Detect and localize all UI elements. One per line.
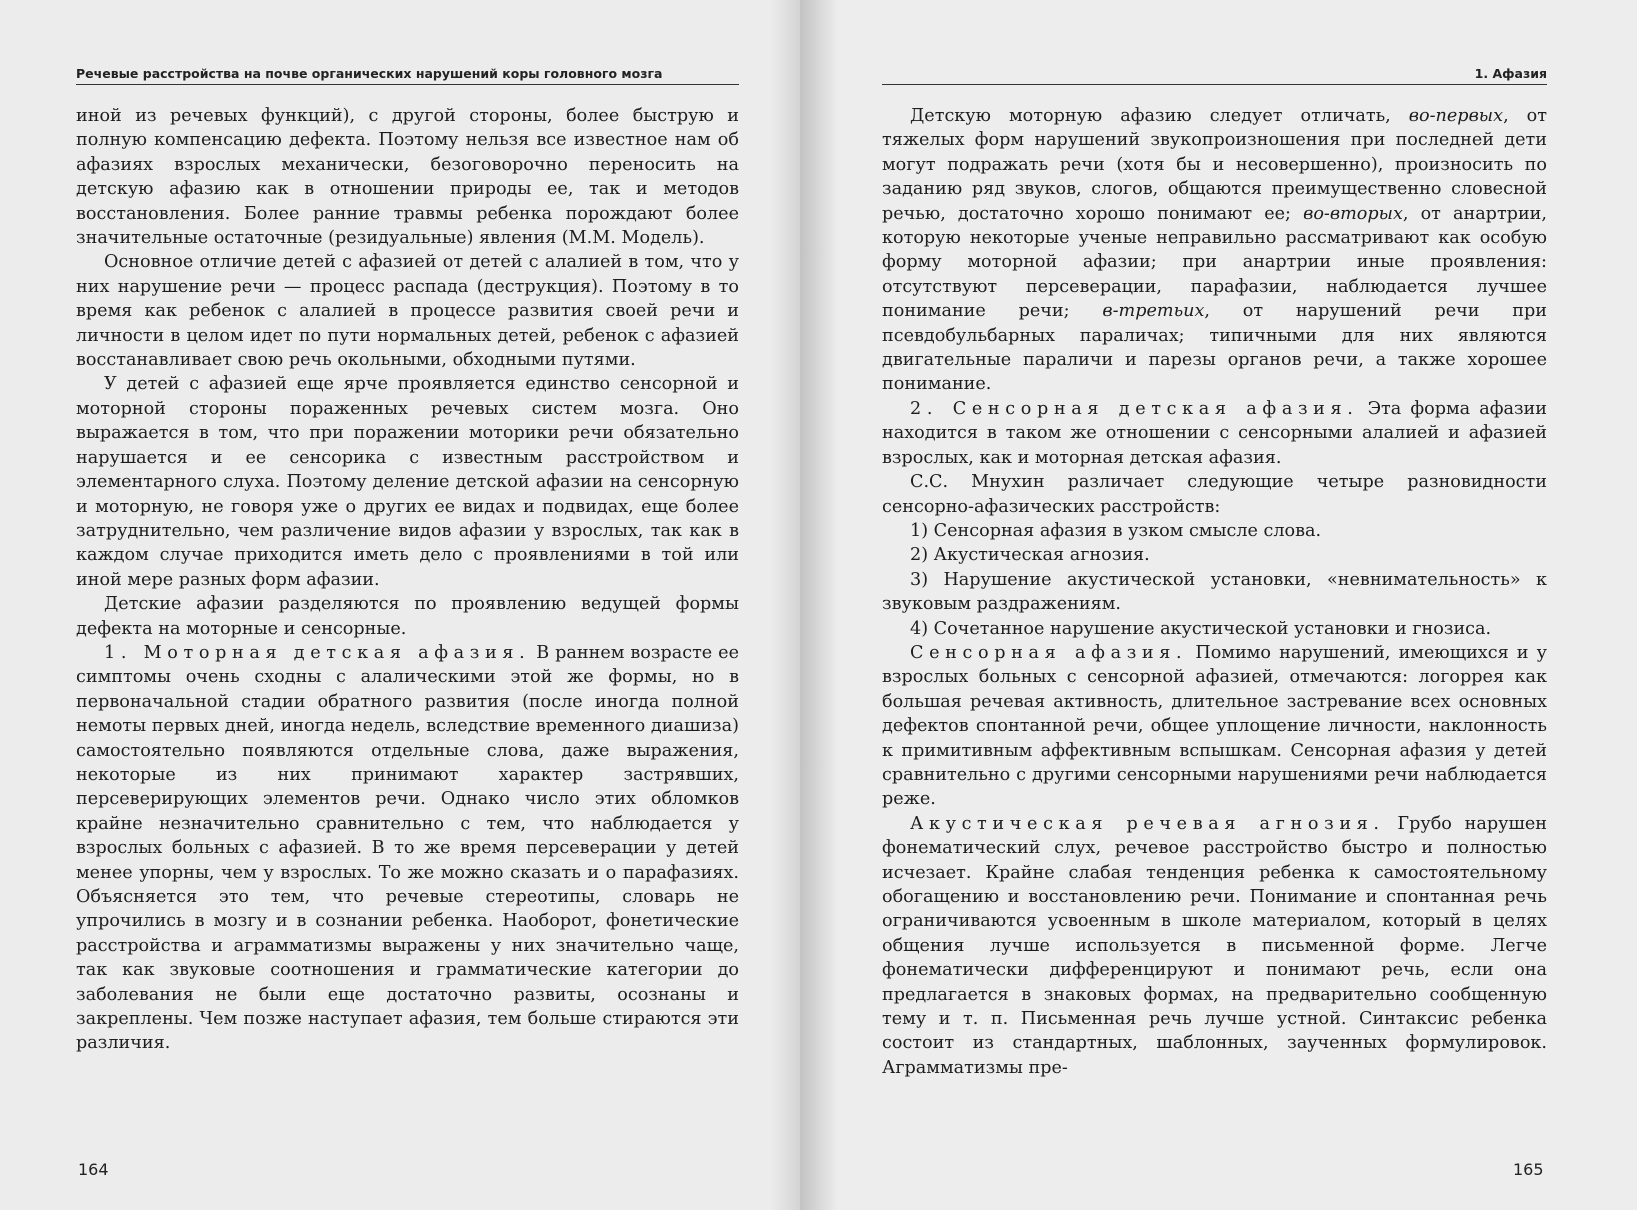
- paragraph-sensory-subtype: [882, 641, 1547, 812]
- paragraph-text: Детскую моторную афазию следует отличать,: [910, 106, 1409, 126]
- section-heading: 1. Моторная детская афазия.: [104, 642, 531, 663]
- running-head: 1. Афазия: [882, 66, 1547, 85]
- paragraph: Основное отличие детей с афазией от детей с алалией в том, что у них нарушение речи — процесс распада (деструкция). Поэтому в то время как ребенок с алалией в процессе развития своей речи и личности в целом идет по пути нормальных детей, ребенок с афазией восстанавливает свою речь окольными, обходными путями.: [76, 252, 739, 371]
- paragraph-text: , от анартрии, которую некоторые ученые неправильно рассматривают как особую форму моторной афазии; при анартрии иные проявления: отсутствуют персеверации, парафазии, наблюдается лучшее понимание речи;: [882, 203, 1547, 322]
- paragraph: У детей с афазией еще ярче проявляется единство сенсорной и моторной стороны пораженных речевых систем мозга. Оно выражается в том, что при поражении моторики речи обязательно нарушается и ее сенсорика с известным расстройством и элементарного слуха. Поэтому деление детской афазии на сенсорную и моторную, не говоря уже о других ее видах и подвидах, еще более затруднительно, чем различение видов афазии у взрослых, так как в каждом случае приходится иметь дело с проявлениями в той или иной мере разных форм афазии.: [76, 374, 739, 590]
- paragraph-text: Помимо нарушений, имеющихся и у взрослых больных с сенсорной афазией, отмечаются: логоррея как большая речевая активность, длительное застревание всех основных дефектов спонтанной речи, общее уплощение личности, наклонность к примитивным аффективным вспышкам. Сенсорная афазия у детей сравнительно с другими сенсорными нарушениями речи наблюдается реже.: [882, 642, 1547, 810]
- paragraph-text: Грубо нарушен фонематический слух, речевое расстройство быстро и полностью исчезает. Крайне слабая тенденция ребенка к самостоятельному обогащению и восстановлению речи. Понимание и спонтанная речь ограничиваются усвоенным в школе материалом, который в целях общения лучше используется в письменной форме. Легче фонематически дифференцируют и понимают речь, если она предлагается в знаковых формах, на предварительно сообщенную тему и т. п. Письменная речь лучше устной. Синтаксис ребенка состоит из стандартных, шаблонных, заученных формулировок. Аграмматизмы пре-: [882, 813, 1547, 1078]
- paragraph: С.С. Мнухин различает следующие четыре разновидности сенсорно-афазических расстройств:: [882, 472, 1547, 517]
- paragraph-sensory-aphasia: [882, 397, 1547, 470]
- page-body: [882, 104, 1547, 1080]
- paragraph: [882, 104, 1547, 397]
- paragraph-text: , от нарушений речи при псевдобульбарных параличах; типичными для них являются двигательные параличи и парезы органов речи, а также хорошее понимание.: [882, 301, 1547, 395]
- running-head: Речевые расстройства на почве органических нарушений коры головного мозга: [76, 66, 739, 85]
- paragraph: Детские афазии разделяются по проявлению ведущей формы дефекта на моторные и сенсорные.: [76, 594, 739, 639]
- emphasis: во-вторых: [1303, 203, 1403, 224]
- page-number: 164: [78, 1160, 109, 1179]
- section-heading: 2. Сенсорная детская афазия.: [910, 398, 1359, 419]
- paragraph-text: , от тяжелых форм нарушений звукопроизношения при последней дети могут подражать речи (хотя бы и несовершенно), произносить по заданию ряд звуков, слогов, общаются преимущественно словесной речью, достаточно хорошо понимают ее;: [882, 106, 1548, 224]
- paragraph-motor-aphasia: [76, 641, 739, 1056]
- gutter-shadow: [800, 0, 838, 1210]
- list-item: 2) Акустическая агнозия.: [910, 545, 1150, 566]
- left-page: [0, 0, 800, 1210]
- list-item: 3) Нарушение акустической установки, «невнимательность» к звуковым раздражениям.: [882, 569, 1547, 615]
- emphasis: во-первых: [1408, 106, 1504, 126]
- list-item: 4) Сочетанное нарушение акустической установки и гнозиса.: [910, 618, 1492, 639]
- paragraph-text: В раннем возрасте ее симптомы очень сходны с алалическими этой же формы, но в первоначальной стадии обратного развития (после иногда полной немоты первых дней, иногда недель, вследствие временного диашиза) самостоятельно появляются отдельные слова, даже выражения, некоторые из них принимают характер застрявших, персеверирующих элементов речи. Однако число этих обломков крайне незначительно сравнительно с тем, что наблюдается у взрослых больных с афазией. В то же время персеверации у детей менее упорны, чем у взрослых. То же можно сказать и о парафазиях. Объясняется это тем, что речевые стереотипы, словарь не упрочились в мозгу и в сознании ребенка. Наоборот, фонетические расстройства и аграмматизмы выражены у них значительно чаще, так как звуковые соотношения и грамматические категории до заболевания не были еще достаточно развиты, осознаны и закреплены. Чем позже наступает афазия, тем больше стираются эти различия.: [76, 642, 739, 1054]
- paragraph-text: Эта форма афазии находится в таком же отношении с сенсорными алалией и афазией взрослых, как и моторная детская афазия.: [882, 398, 1547, 468]
- paragraph-agnosia: [882, 812, 1547, 1080]
- emphasis: в-третьих: [1102, 301, 1205, 322]
- section-heading: Сенсорная афазия.: [910, 642, 1188, 663]
- paragraph: иной из речевых функций), с другой стороны, более быструю и полную компенсацию дефекта. Поэтому нельзя все известное нам об афазиях взрослых механически, безоговорочно переносить на детскую афазию как в отношении природы ее, так и методов восстановления. Более ранние травмы ребенка порождают более значительные остаточные (резидуальные) явления (М.М. Модель).: [76, 106, 739, 249]
- page-number: 165: [1513, 1160, 1544, 1179]
- gutter-shadow: [770, 0, 800, 1210]
- page-body: [76, 104, 739, 1056]
- right-page: [800, 0, 1637, 1210]
- section-heading: Акустическая речевая агнозия.: [910, 813, 1385, 834]
- list-item: 1) Сенсорная афазия в узком смысле слова.: [910, 520, 1322, 541]
